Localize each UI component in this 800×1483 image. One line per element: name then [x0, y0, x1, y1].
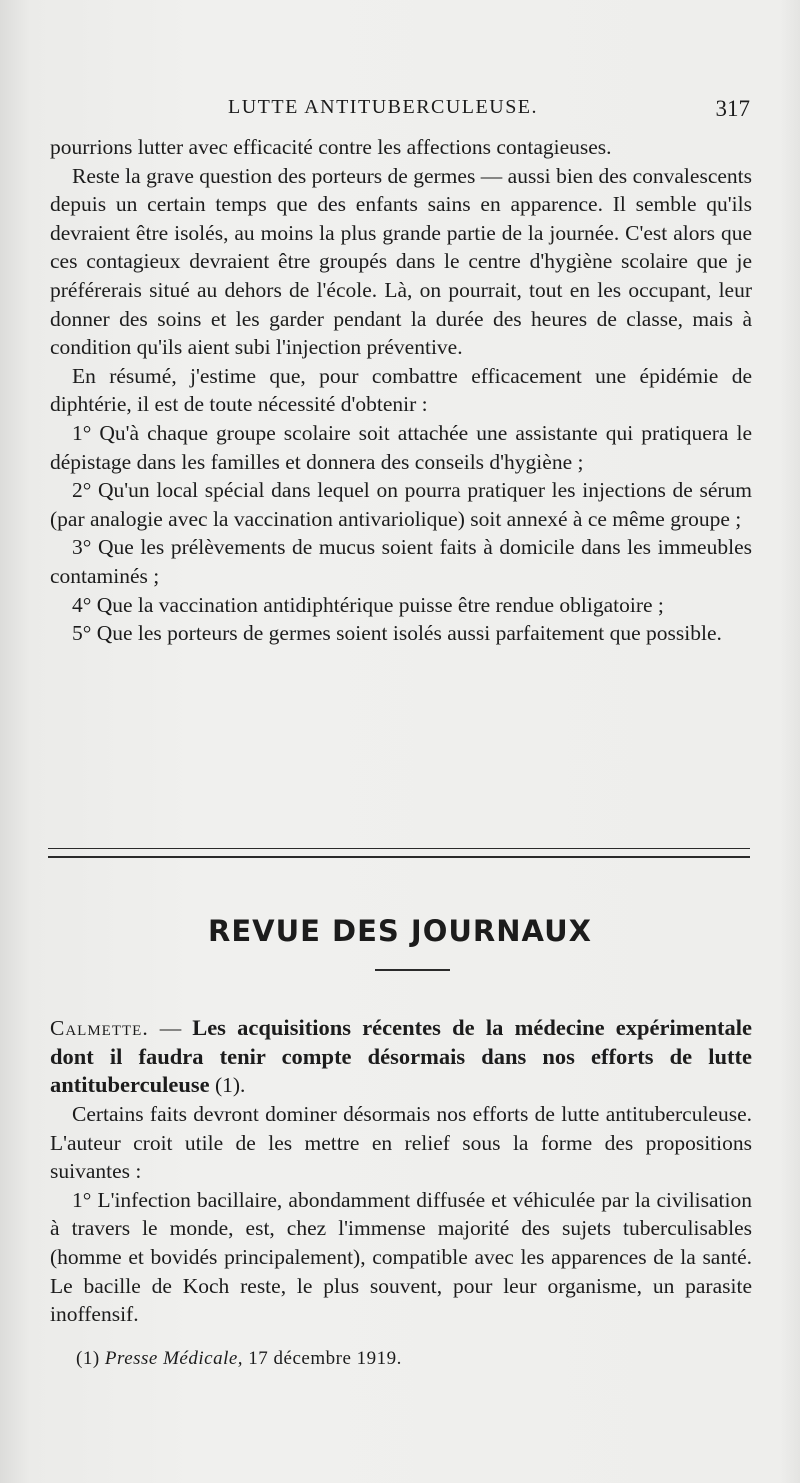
footnote-reference: (1). [209, 1073, 246, 1098]
list-item: 5° Que les porteurs de germes soient isolés aussi parfaitement que possible. [72, 621, 722, 646]
divider-rule [48, 856, 750, 858]
footnote-date: 17 décembre 1919. [248, 1348, 402, 1369]
paragraph: En résumé, j'estime que, pour combattre efficacement une épidémie de diphtérie, il est de toute nécessité d'obtenir : [50, 363, 752, 417]
list-item: 4° Que la vaccination antidiphtérique puisse être rendue obligatoire ; [72, 592, 664, 617]
paragraph: Certains faits devront dominer désormais nos efforts de lutte antituberculeuse. L'auteur croit utile de les mettre en relief sous la forme des propositions suivantes : [50, 1102, 752, 1184]
page-header [50, 96, 750, 126]
divider-rule [48, 848, 750, 849]
review-title: Les acquisitions récentes de la médecine expérimentale dont il faudra tenir compte désormais dans nos efforts de lutte antituberculeuse [50, 1015, 753, 1098]
list-item: 3° Que les prélèvements de mucus soient faits à domicile dans les immeubles contaminés ; [50, 535, 752, 588]
list-item: 1° Qu'à chaque groupe scolaire soit attachée une assistante qui pratiquera le dépistage dans les familles et donnera des conseils d'hygiène ; [50, 420, 752, 474]
page-number: 317 [715, 96, 750, 121]
running-title: LUTTE ANTITUBERCULEUSE. [228, 96, 539, 118]
review-entry-heading [50, 1014, 752, 1100]
footnote-marker: (1) [76, 1348, 100, 1369]
review-body [50, 1100, 752, 1329]
paragraph: Reste la grave question des porteurs de germes — aussi bien des convalescents depuis un certain temps que des enfants sains en apparence. Il semble qu'ils devraient être isolés, au moins la plus grande partie de la journée. C'est alors que ces contagieux devraient être groupés dans le centre d'hygiène scolaire que je préférerais situé au dehors de l'école. Là, on pourrait, tout en les occupant, leur donner des soins et les garder pendant la durée des heures de classe, mais à condition qu'ils aient subi l'injection préventive. [50, 163, 752, 360]
heading-underline [375, 969, 450, 971]
footnote-source: Presse Médicale, [104, 1348, 244, 1369]
article-conclusion [50, 133, 752, 648]
paragraph: pourrions lutter avec efficacité contre les affections contagieuses. [50, 135, 612, 159]
footnote [76, 1348, 402, 1370]
section-heading: REVUE DES JOURNAUX [208, 914, 592, 948]
author-dash: — [148, 1016, 193, 1040]
list-item: 1° L'infection bacillaire, abondamment diffusée et véhiculée par la civilisation à travers le monde, est, chez l'immense majorité des sujets tuberculisables (homme et bovidés principalement), compatible avec les apparences de la santé. Le bacille de Koch reste, le plus souvent, pour leur organisme, un parasite inoffensif. [50, 1187, 752, 1327]
list-item: 2° Qu'un local spécial dans lequel on pourra pratiquer les injections de sérum (par analogie avec la vaccination antivariolique) soit annexé à ce même groupe ; [50, 478, 752, 531]
review-author: Calmette. [50, 1016, 149, 1040]
